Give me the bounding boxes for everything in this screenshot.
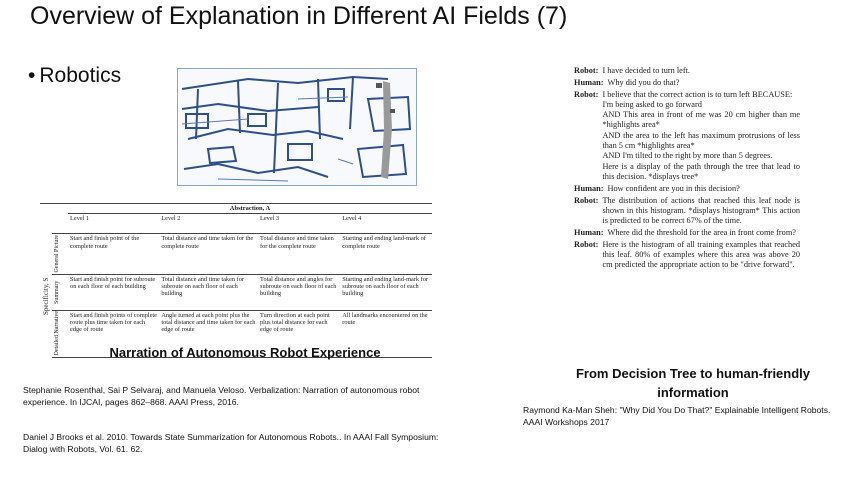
dialogue-turn	[574, 66, 800, 76]
floor-plan-map	[177, 68, 417, 186]
row-label: Detailed Narrative	[52, 310, 68, 357]
level-header: Level 3	[258, 214, 340, 234]
table-cell: Total distance and time taken for the complete route	[258, 234, 340, 274]
table-cell: Turn direction at each point plus total distance for each edge of route	[258, 310, 340, 357]
specificity-label: Specificity, S	[42, 277, 50, 315]
level-header: Level 1	[68, 214, 159, 234]
dialogue-turn	[574, 228, 800, 238]
table-cell: Start and finish point for subroute on each floor of each building	[68, 274, 159, 310]
bullet-robotics	[28, 64, 121, 88]
bullet-label: Robotics	[39, 64, 122, 87]
utterance-line: AND This area in front of me was 20 cm higher than me *highlights area*	[602, 110, 800, 130]
utterance-line: I believe that the correct action is to turn left BECAUSE:	[602, 89, 793, 99]
dialogue-turn	[574, 184, 800, 194]
dialogue-turn	[574, 196, 800, 227]
right-caption: From Decision Tree to human-friendly information	[575, 366, 811, 400]
row-label: Summary	[52, 274, 68, 310]
utterance-line: Where did the threshold for the area in front come from?	[607, 227, 796, 237]
table-cell: Starting and ending land-mark for subroute on each floor of each building	[340, 274, 432, 310]
reference-sheh: Raymond Ka-Man Sheh: "Why Did You Do That?" Explainable Intelligent Robots. AAAI Workshops 2017	[523, 405, 831, 427]
dialogue-turn	[574, 90, 800, 183]
utterance-line: How confident are you in this decision?	[607, 183, 740, 193]
row-label: General Picture	[52, 234, 68, 274]
table-cell: Total distance and time taken for the complete route	[159, 234, 258, 274]
speaker: Robot:	[574, 66, 599, 75]
abstraction-header: Abstraction, A	[68, 204, 432, 214]
dialogue-turn	[574, 78, 800, 88]
utterance-line: The distribution of actions that reached this leaf node is shown in this histogram. *displays histogram* This action is predicted to be correct 67% of the time.	[602, 195, 800, 226]
speaker: Human:	[574, 227, 604, 237]
table-cell: All landmarks encountered on the route	[340, 310, 432, 357]
speaker: Robot:	[574, 89, 599, 99]
speaker: Robot:	[574, 239, 599, 249]
level-header: Level 4	[340, 214, 432, 234]
speaker: Human:	[574, 183, 604, 193]
reference-brooks: Daniel J Brooks et al. 2010. Towards State Summarization for Autonomous Robots.. In AAAI Fall Symposium: Dialog with Robots, Vol. 61. 62.	[23, 432, 439, 454]
bullet-dot: •	[28, 64, 36, 87]
utterance-line: I have decided to turn left.	[602, 66, 690, 75]
utterance-line: I'm being asked to go forward	[602, 99, 702, 109]
table-cell: Starting and ending land-mark of complete route	[340, 234, 432, 274]
left-caption: Narration of Autonomous Robot Experience	[109, 345, 381, 360]
level-header: Level 2	[159, 214, 258, 234]
utterance-line: AND the area to the left has maximum protrusions of less than 5 cm *highlights area*	[602, 130, 800, 151]
reference-rosenthal: Stephanie Rosenthal, Sai P Selvaraj, and Manuela Veloso. Verbalization: Narration of autonomous robot experience. In IJCAI, pages 862–868. AAAI Press, 2016.	[23, 385, 420, 407]
table-cell: Angle turned at each point plus the total distance and time taken for each edge of route	[159, 310, 258, 357]
table-cell: Total distance and angles for subroute on each floor of each building	[258, 274, 340, 310]
speaker: Human:	[574, 77, 604, 87]
dialogue-turn	[574, 240, 800, 271]
utterance-line: Here is the histogram of all training examples that reached this leaf. 80% of examples where this area was above 20 cm predicted the appropriate action to be "drive forward".	[602, 239, 800, 270]
speaker: Robot:	[574, 195, 599, 205]
floor-plan-drawing	[178, 69, 416, 185]
utterance-line: AND I'm tilted to the right by more than 5 degrees.	[602, 151, 773, 161]
abstraction-specificity-table	[40, 203, 432, 358]
robot-human-dialogue	[574, 66, 800, 272]
table-cell: Start and finish point of the complete route	[68, 234, 159, 274]
table-cell: Start and finish points of complete route plus time taken for each edge of route	[68, 310, 159, 357]
utterance-line: Here is a display of the path through the tree that lead to this decision. *displays tree*	[602, 161, 800, 181]
table-cell: Total distance and time taken for subroute on each floor of each building	[159, 274, 258, 310]
utterance-line: Why did you do that?	[607, 77, 680, 87]
slide-title: Overview of Explanation in Different AI Fields (7)	[30, 2, 568, 30]
